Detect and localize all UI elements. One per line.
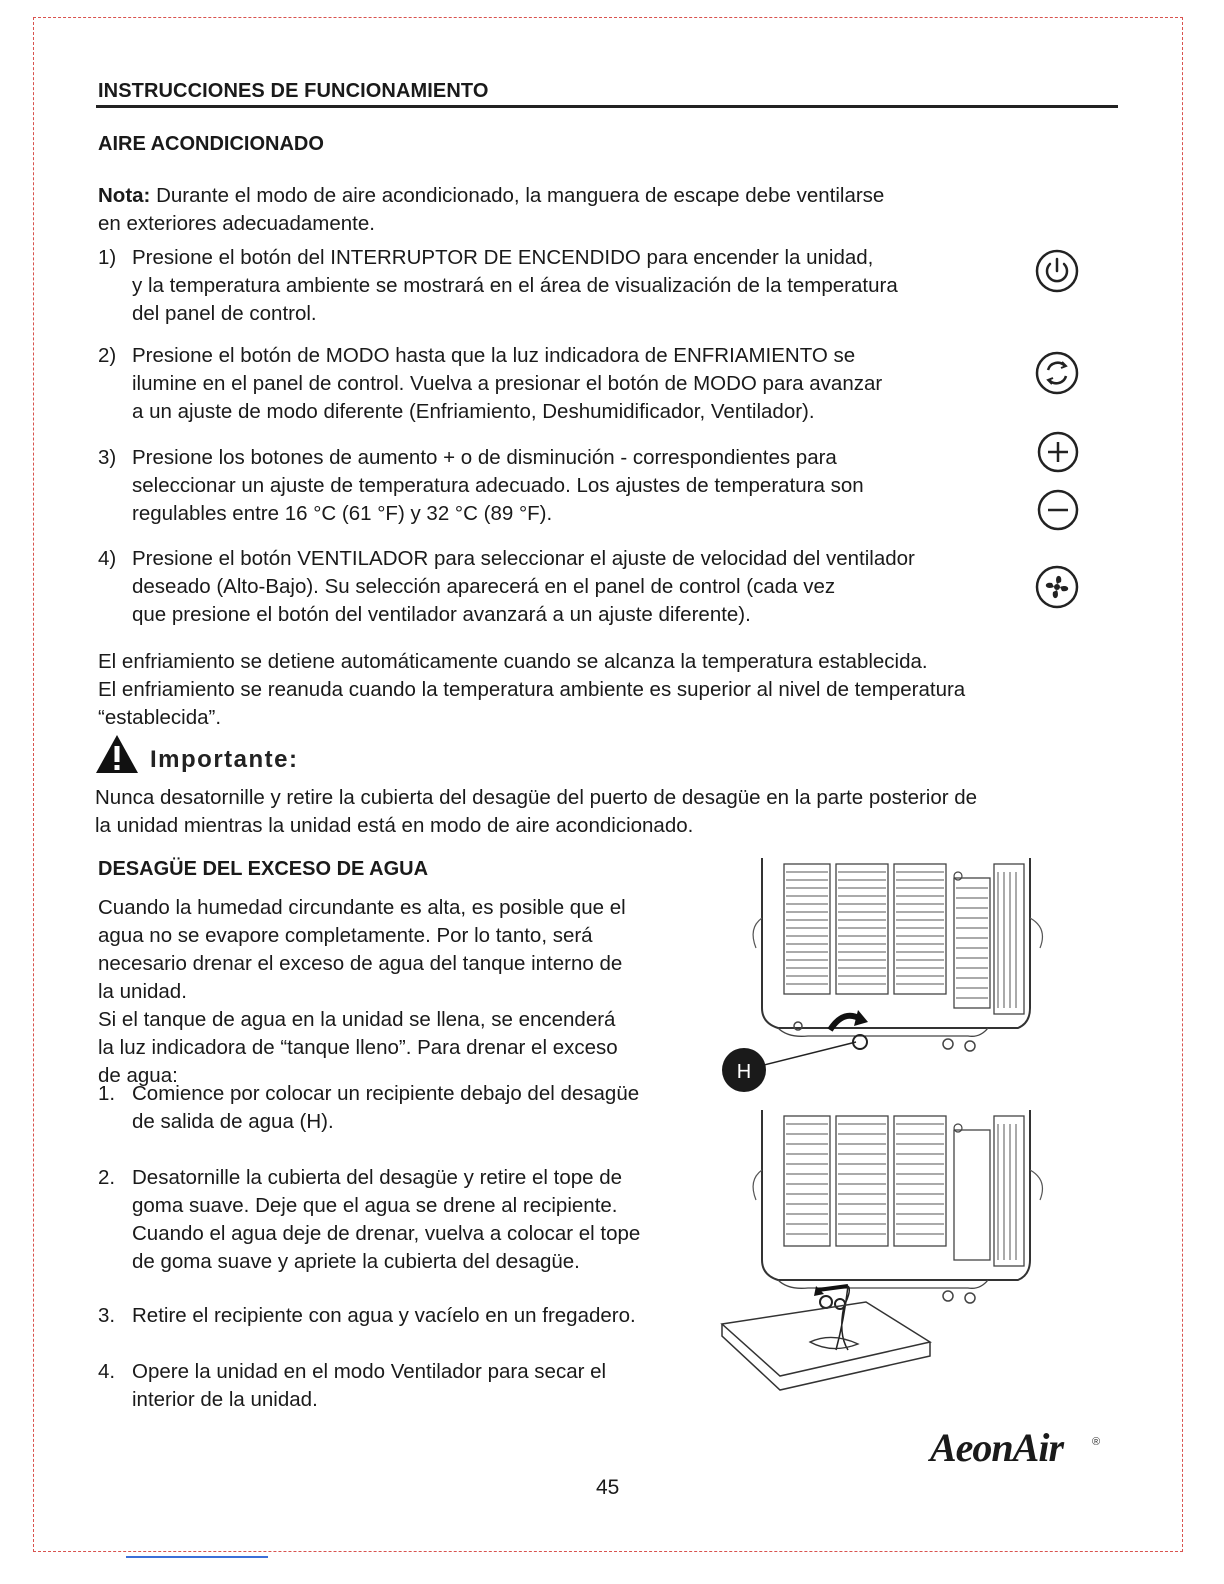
registered-mark: ® xyxy=(1092,1436,1101,1448)
step-line: Comience por colocar un recipiente debajo del desagüe xyxy=(132,1082,640,1105)
drain-intro-line: agua no se evapore completamente. Por lo tanto, será xyxy=(98,924,593,947)
fan-icon xyxy=(1034,564,1080,610)
drain-intro xyxy=(98,894,626,1090)
page-number: 45 xyxy=(596,1476,620,1499)
page-title: INSTRUCCIONES DE FUNCIONAMIENTO xyxy=(98,80,489,102)
auto-line: El enfriamiento se reanuda cuando la temperatura ambiente es superior al nivel de temperatura xyxy=(98,678,966,701)
bottom-link-underline xyxy=(126,1556,268,1558)
important-line: la unidad mientras la unidad está en modo de aire acondicionado. xyxy=(95,814,694,837)
note-label: Nota: xyxy=(98,184,151,207)
step-line: goma suave. Deje que el agua se drene al recipiente. xyxy=(132,1194,618,1217)
step-line: interior de la unidad. xyxy=(132,1388,318,1411)
drain-intro-line: necesario drenar el exceso de agua del tanque interno de xyxy=(98,952,623,975)
step-line: deseado (Alto-Bajo). Su selección aparecerá en el panel de control (cada vez xyxy=(132,575,836,598)
step-line: Presione los botones de aumento + o de disminución - correspondientes para xyxy=(132,446,837,469)
step-line: de salida de agua (H). xyxy=(132,1110,334,1133)
important-label: Importante: xyxy=(150,746,299,773)
note-paragraph xyxy=(98,182,884,210)
step-line: ilumine en el panel de control. Vuelva a presionar el botón de MODO para avanzar xyxy=(132,372,883,395)
step-line: a un ajuste de modo diferente (Enfriamiento, Deshumidificador, Ventilador). xyxy=(132,400,815,423)
step-number: 4. xyxy=(98,1360,116,1383)
power-icon xyxy=(1034,248,1080,294)
mode-icon xyxy=(1034,350,1080,396)
header-rule xyxy=(96,105,1118,108)
auto-line: “establecida”. xyxy=(98,706,222,729)
step-line: Presione el botón de MODO hasta que la luz indicadora de ENFRIAMIENTO se xyxy=(132,344,856,367)
step-line: seleccionar un ajuste de temperatura adecuado. Los ajustes de temperatura son xyxy=(132,474,864,497)
minus-icon xyxy=(1036,488,1080,532)
plus-icon xyxy=(1036,430,1080,474)
step-line: Retire el recipiente con agua y vacíelo en un fregadero. xyxy=(132,1304,636,1327)
step-line: y la temperatura ambiente se mostrará en el área de visualización de la temperatura xyxy=(132,274,898,297)
step-line: que presione el botón del ventilador avanzará a un ajuste diferente). xyxy=(132,603,751,626)
drain-intro-line: la luz indicadora de “tanque lleno”. Para drenar el exceso xyxy=(98,1036,618,1059)
step-number: 2. xyxy=(98,1166,116,1189)
callout-label: H xyxy=(736,1061,752,1083)
unit-pan-illustration-bottom xyxy=(718,1110,1048,1400)
step-line: del panel de control. xyxy=(132,302,317,325)
warning-icon xyxy=(94,733,140,775)
step-number: 4) xyxy=(98,547,117,570)
section-title-ac: AIRE ACONDICIONADO xyxy=(98,133,324,155)
step-number: 3) xyxy=(98,446,117,469)
step-number: 1) xyxy=(98,246,117,269)
step-line: Desatornille la cubierta del desagüe y retire el tope de xyxy=(132,1166,623,1189)
section-title-drain: DESAGÜE DEL EXCESO DE AGUA xyxy=(98,858,429,880)
step-number: 2) xyxy=(98,344,117,367)
step-line: Opere la unidad en el modo Ventilador para secar el xyxy=(132,1360,607,1383)
note-text: Durante el modo de aire acondicionado, la manguera de escape debe ventilarse xyxy=(150,184,885,207)
step-line: de goma suave y apriete la cubierta del desagüe. xyxy=(132,1250,580,1273)
unit-drain-illustration-top xyxy=(718,858,1048,1098)
step-line: Cuando el agua deje de drenar, vuelva a colocar el tope xyxy=(132,1222,641,1245)
step-number: 3. xyxy=(98,1304,116,1327)
step-line: regulables entre 16 °C (61 °F) y 32 °C (89 °F). xyxy=(132,502,553,525)
drain-intro-line: la unidad. xyxy=(98,980,187,1003)
auto-line: El enfriamiento se detiene automáticamente cuando se alcanza la temperatura establecida. xyxy=(98,650,928,673)
step-number: 1. xyxy=(98,1082,116,1105)
step-line: Presione el botón VENTILADOR para seleccionar el ajuste de velocidad del ventilador xyxy=(132,547,915,570)
drain-intro-line: Cuando la humedad circundante es alta, es posible que el xyxy=(98,896,626,919)
drain-intro-line: de agua: xyxy=(98,1064,178,1087)
drain-intro-line: Si el tanque de agua en la unidad se llena, se encenderá xyxy=(98,1008,616,1031)
brand-logo: AeonAir xyxy=(930,1425,1064,1470)
note-text-cont: en exteriores adecuadamente. xyxy=(98,212,375,235)
important-line: Nunca desatornille y retire la cubierta del desagüe del puerto de desagüe en la parte posterior de xyxy=(95,786,978,809)
step-line: Presione el botón del INTERRUPTOR DE ENCENDIDO para encender la unidad, xyxy=(132,246,874,269)
